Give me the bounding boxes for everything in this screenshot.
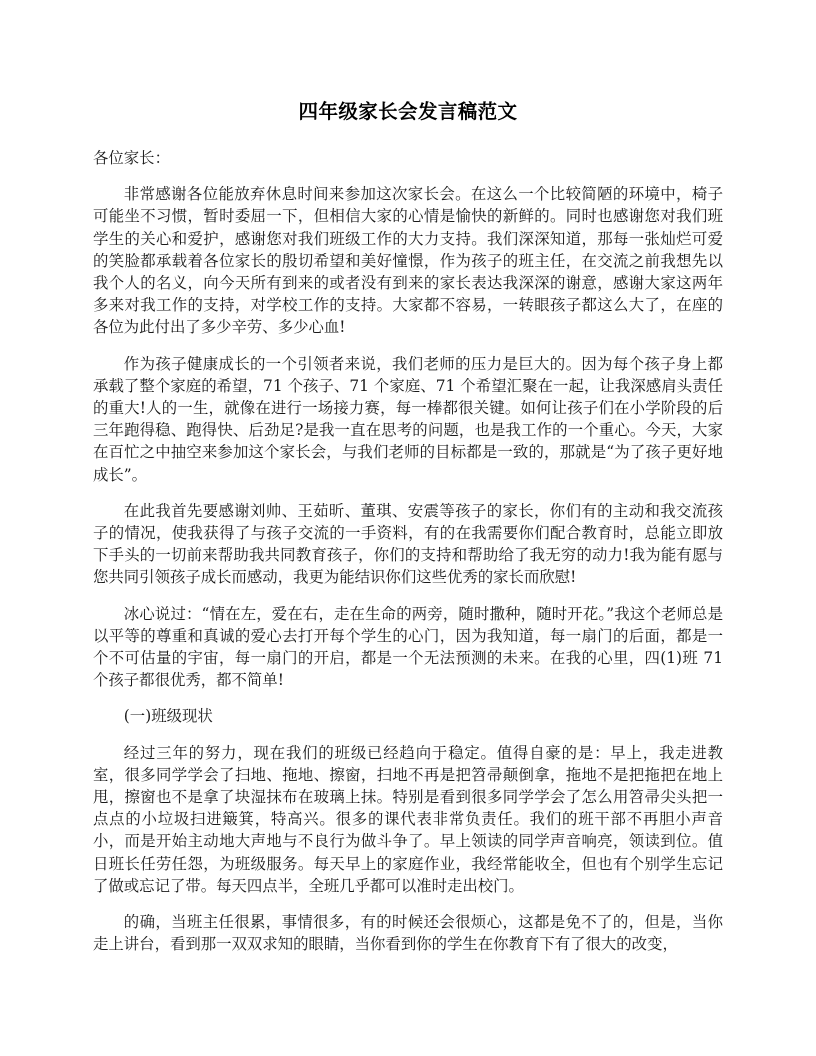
body-paragraph-6: 的确，当班主任很累，事情很多，有的时候还会很烦心，这都是免不了的，但是，当你走上讲台，看到那一双双求知的眼睛，当你看到你的学生在你教育下有了很大的改变， [93, 913, 723, 954]
body-paragraph-3: 在此我首先要感谢刘帅、王茹昕、董琪、安震等孩子的家长，你们有的主动和我交流孩子的情况，使我获得了与孩子交流的一手资料，有的在我需要你们配合教育时，总能立即放下手头的一切前来帮助我共同教育孩子，你们的支持和帮助给了我无穷的动力!我为能有愿与您共同引领孩子成长而感动，我更为能结识你们这些优秀的家长而欣慰! [93, 501, 723, 587]
document-body [93, 0, 723, 956]
section-heading-class-status: (一)班级现状 [123, 707, 213, 726]
salutation: 各位家长： [93, 149, 170, 167]
body-paragraph-1: 非常感谢各位能放弃休息时间来参加这次家长会。在这么一个比较简陋的环境中，椅子可能坐不习惯，暂时委屈一下，但相信大家的心情是愉快的新鲜的。同时也感谢您对我们班学生的关心和爱护，感谢您对我们班级工作的大力支持。我们深深知道，那每一张灿烂可爱的笑脸都承载着各位家长的殷切希望和美好憧憬，作为孩子的班主任，在交流之前我想先以我个人的名义，向今天所有到来的或者没有到来的家长表达我深深的谢意，感谢大家这两年多来对我工作的支持，对学校工作的支持。大家都不容易，一转眼孩子都这么大了，在座的各位为此付出了多少辛劳、多少心血! [93, 185, 723, 337]
page-title: 四年级家长会发言稿范文 [298, 100, 518, 123]
body-paragraph-5: 经过三年的努力，现在我们的班级已经趋向于稳定。值得自豪的是：早上，我走进教室，很多同学学会了扫地、拖地、擦窗，扫地不再是把笤帚颠倒拿，拖地不是把拖把在地上甩，擦窗也不是拿了块湿抹布在玻璃上抹。特别是看到很多同学学会了怎么用笤帚尖头把一点点的小垃圾扫进簸箕，特高兴。很多的课代表非常负责任。我们的班干部不再胆小声音小，而是开始主动地大声地与不良行为做斗争了。早上领读的同学声音响亮，领读到位。值日班长任劳任怨，为班级服务。每天早上的家庭作业，我经常能收全，但也有个别学生忘记了做或忘记了带。每天四点半，全班几乎都可以准时走出校门。 [93, 743, 723, 895]
body-paragraph-2: 作为孩子健康成长的一个引领者来说，我们老师的压力是巨大的。因为每个孩子身上都承载了整个家庭的希望，71 个孩子、71 个家庭、71 个希望汇聚在一起，让我深感肩头责任的重大!人的一生，就像在进行一场接力赛，每一棒都很关键。如何让孩子们在小学阶段的后三年跑得稳、跑得快、后劲足?是我一直在思考的问题，也是我工作的一个重心。今天，大家在百忙之中抽空来参加这个家长会，与我们老师的目标都是一致的，那就是“为了孩子更好地成长”。 [93, 354, 723, 484]
body-paragraph-4: 冰心说过：“情在左，爱在右，走在生命的两旁，随时撒种，随时开花。”我这个老师总是以平等的尊重和真诚的爱心去打开每个学生的心门，因为我知道，每一扇门的后面，都是一个不可估量的宇宙，每一扇门的开启，都是一个无法预测的未来。在我的心里，四(1)班 71 个孩子都很优秀，都不简单! [93, 604, 723, 690]
